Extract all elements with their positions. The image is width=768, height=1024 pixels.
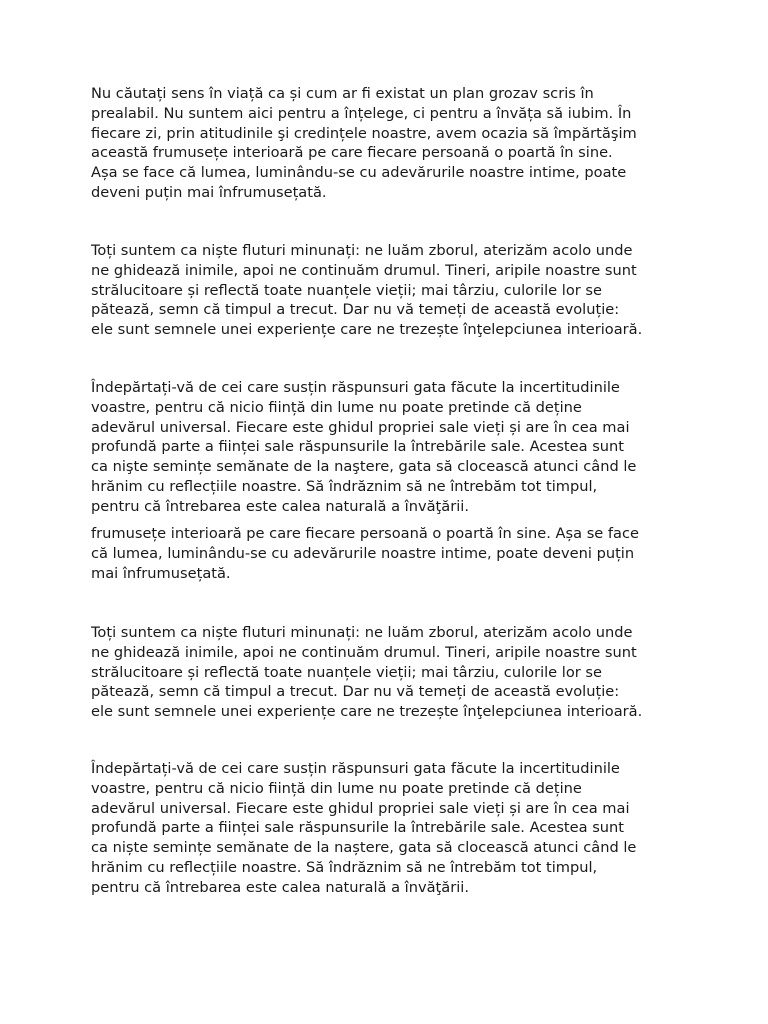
paragraph-3: Îndepărtați-vă de cei care susțin răspunsuri gata făcute la incertitudinile voastre, pentru că nicio ființă din lume nu poate pretinde că deține adevărul universal. Fiecare este ghidul propriei sale vieți și are în cea mai profundă parte a ființei sale răspunsurile la întrebările sale. Acestea sunt ca nişte semințe semănate de la naştere, gata să clocească atunci când le hrănim cu reflecțiile noastre. Să îndrăznim să ne întrebăm tot timpul, pentru că întrebarea este calea naturală a învăţării. (91, 379, 637, 515)
paragraph-5: Toți suntem ca niște fluturi minunați: ne luăm zborul, aterizăm acolo unde ne ghidează inimile, apoi ne continuăm drumul. Tineri, aripile noastre sunt strălucitoare și reflectă toate nuanțele vieții; mai târziu, culorile lor se pătează, semn că timpul a trecut. Dar nu vă temeți de această evoluție: ele sunt semnele unei experiențe care ne trezește înţelepciunea interioară. (91, 624, 643, 721)
paragraph-6: Îndepărtați-vă de cei care susțin răspunsuri gata făcute la incertitudinile voastre, pentru că nicio ființă din lume nu poate pretinde că deține adevărul universal. Fiecare este ghidul propriei sale vieți și are în cea mai profundă parte a ființei sale răspunsurile la întrebările sale. Acestea sunt ca niște semințe semănate de la naștere, gata să clocească atunci când le hrănim cu reflecțiile noastre. Să îndrăznim să ne întrebăm tot timpul, pentru că întrebarea este calea naturală a învăţării. (91, 760, 637, 896)
paragraph-2: Toți suntem ca niște fluturi minunați: ne luăm zborul, aterizăm acolo unde ne ghidează inimile, apoi ne continuăm drumul. Tineri, aripile noastre sunt strălucitoare și reflectă toate nuanțele vieții; mai târziu, culorile lor se pătează, semn că timpul a trecut. Dar nu vă temeți de această evoluție: ele sunt semnele unei experiențe care ne trezește înţelepciunea interioară. (91, 242, 643, 339)
paragraph-4: frumusețe interioară pe care fiecare persoană o poartă în sine. Așa se face că lumea, luminându-se cu adevărurile noastre intime, poate deveni puțin mai înfrumusețată. (91, 525, 639, 582)
paragraph-1: Nu căutați sens în viață ca și cum ar fi existat un plan grozav scris în prealabil. Nu suntem aici pentru a înțelege, ci pentru a învăța să iubim. În fiecare zi, prin atitudinile şi credințele noastre, avem ocazia să împărtăşim această frumusețe interioară pe care fiecare persoană o poartă în sine. Așa se face că lumea, luminându-se cu adevărurile noastre intime, poate deveni puțin mai înfrumusețată. (91, 85, 637, 201)
